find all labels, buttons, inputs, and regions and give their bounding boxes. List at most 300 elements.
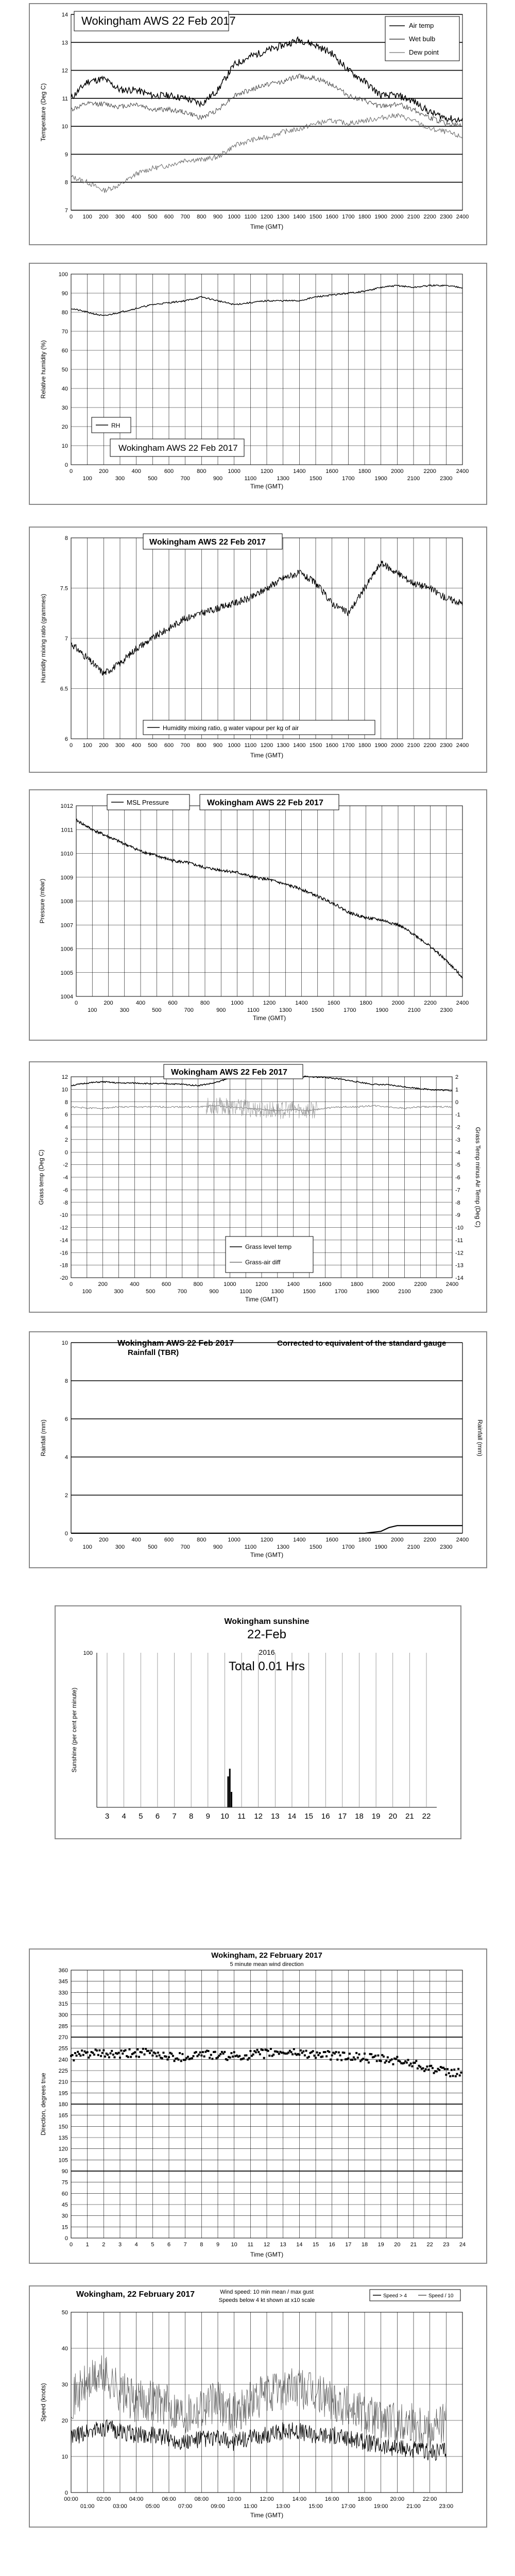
winddir-x-tick-label: 10 (231, 2242, 237, 2248)
winddir-point (252, 2054, 254, 2056)
windspeed-x-tick-label: 16:00 (324, 2496, 339, 2502)
sunshine-x-tick-label: 16 (321, 1812, 330, 1821)
winddir-x-tick-label: 24 (459, 2242, 466, 2248)
winddir-point (315, 2057, 317, 2059)
grass-y2-tick-label: -1 (455, 1112, 460, 1118)
grass-y2-axis-label: Grass Temp minus Air Temp (Deg C) (474, 1127, 482, 1228)
winddir-point (166, 2058, 168, 2060)
grass-x-tick-label: 1200 (255, 1281, 268, 1287)
windspeed-x-tick-label: 23:00 (439, 2503, 454, 2510)
humidity-y-axis-label: Relative humidity (%) (40, 340, 47, 399)
humidity-x-tick-label: 1400 (293, 468, 306, 474)
sunshine-x-tick-label: 14 (287, 1812, 297, 1821)
winddir-point (174, 2060, 176, 2062)
grass-y2-tick-label: -8 (455, 1199, 460, 1206)
pressure-x-tick-label: 200 (104, 1000, 113, 1006)
winddir-point (444, 2068, 446, 2070)
grass-x-tick-label: 1900 (366, 1289, 380, 1295)
winddir-point (438, 2069, 440, 2071)
grass-y2-tick-label: -12 (455, 1250, 464, 1257)
sunshine-x-tick-label: 22 (422, 1812, 431, 1821)
windspeed-x-tick-label: 15:00 (308, 2503, 323, 2510)
winddir-x-tick-label: 16 (329, 2242, 335, 2248)
windspeed-x-tick-label: 04:00 (129, 2496, 144, 2502)
sunshine-x-tick-label: 9 (205, 1812, 210, 1821)
windspeed-mean-line (71, 2420, 446, 2461)
windspeed-chart-panel (29, 2285, 487, 2528)
winddir-point (208, 2050, 210, 2052)
winddir-point (111, 2050, 113, 2052)
winddir-point (376, 2060, 378, 2062)
winddir-point (187, 2056, 189, 2058)
grass-y-tick-label: -16 (60, 1250, 68, 1257)
winddir-point (380, 2060, 382, 2062)
sunshine-x-tick-label: 3 (105, 1812, 110, 1821)
temperature-x-tick-label: 500 (148, 214, 158, 220)
winddir-point (432, 2067, 434, 2069)
winddir-point (159, 2055, 161, 2057)
windspeed-x-tick-label: 09:00 (211, 2503, 225, 2510)
pressure-x-tick-label: 1000 (231, 1000, 244, 1006)
humidity-x-tick-label: 400 (131, 468, 141, 474)
winddir-x-tick-label: 1 (85, 2242, 89, 2248)
winddir-y-tick-label: 345 (58, 1978, 68, 1985)
sunshine-total: Total 0.01 Hrs (228, 1659, 305, 1673)
mixing-y-tick-label: 7.5 (60, 585, 68, 592)
winddir-point (72, 2054, 74, 2056)
winddir-point (249, 2050, 251, 2052)
humidity-x-tick-label: 300 (115, 476, 125, 482)
winddir-point (117, 2052, 119, 2054)
winddir-point (358, 2053, 360, 2055)
pressure-y-tick-label: 1010 (60, 851, 73, 857)
sunshine-x-tick-label: 15 (304, 1812, 313, 1821)
grass-y2-tick-label: -3 (455, 1137, 460, 1143)
mixing-y-tick-label: 6 (64, 736, 68, 742)
sunshine-title: Wokingham sunshine (224, 1617, 310, 1626)
winddir-point (161, 2057, 163, 2059)
grass-y2-tick-label: -9 (455, 1212, 460, 1219)
grass-x-tick-label: 1300 (271, 1289, 284, 1295)
winddir-point (407, 2059, 409, 2061)
temperature-series-2-line (71, 113, 462, 193)
winddir-point (230, 2052, 232, 2054)
pressure-chart-panel (29, 789, 487, 1041)
winddir-x-tick-label: 15 (312, 2242, 319, 2248)
winddir-x-tick-label: 0 (69, 2242, 73, 2248)
windspeed-y-tick-label: 30 (61, 2382, 68, 2388)
windspeed-x-tick-label: 11:00 (243, 2503, 258, 2510)
sunshine-x-tick-label: 11 (237, 1812, 246, 1821)
pressure-x-tick-label: 900 (216, 1007, 226, 1013)
winddir-point (154, 2053, 157, 2055)
winddir-point (291, 2053, 294, 2055)
rainfall-y-tick-label: 8 (64, 1378, 68, 1384)
rainfall-y-axis-label: Rainfall (mm) (40, 1419, 47, 1456)
grass-y-tick-label: -18 (60, 1262, 68, 1269)
rainfall-x-tick-label: 1000 (228, 1537, 241, 1543)
winddir-point (336, 2059, 338, 2061)
windspeed-y-tick-label: 20 (61, 2418, 68, 2424)
temperature-y-tick-label: 12 (61, 67, 68, 74)
temperature-x-tick-label: 2200 (423, 214, 436, 220)
winddir-point (277, 2051, 279, 2053)
winddir-point (426, 2065, 428, 2067)
winddir-point (156, 2055, 158, 2057)
pressure-x-tick-label: 1500 (311, 1007, 324, 1013)
grass-y-tick-label: 12 (61, 1074, 68, 1080)
winddir-point (98, 2049, 100, 2052)
winddir-point (130, 2056, 132, 2058)
rainfall-x-tick-label: 1200 (260, 1537, 273, 1543)
winddir-point (168, 2056, 170, 2058)
winddir-point (396, 2056, 398, 2058)
winddir-x-tick-label: 14 (296, 2242, 303, 2248)
grass-x-tick-label: 1000 (224, 1281, 236, 1287)
mixing-x-tick-label: 100 (82, 742, 92, 749)
pressure-x-tick-label: 700 (184, 1007, 194, 1013)
winddir-point (453, 2069, 455, 2071)
winddir-point (219, 2053, 221, 2055)
temperature-x-tick-label: 1100 (244, 214, 257, 220)
sunshine-x-tick-label: 7 (172, 1812, 177, 1821)
winddir-point (209, 2057, 211, 2059)
winddir-point (198, 2054, 200, 2056)
winddir-point (278, 2053, 280, 2055)
winddir-point (150, 2049, 152, 2052)
windspeed-y-tick-label: 0 (64, 2490, 68, 2496)
mixing-x-tick-label: 2100 (407, 742, 420, 749)
winddir-point (211, 2058, 213, 2060)
temperature-x-tick-label: 800 (197, 214, 207, 220)
winddir-y-tick-label: 45 (61, 2202, 68, 2208)
winddir-point (226, 2059, 228, 2061)
sunshine-x-tick-label: 19 (371, 1812, 381, 1821)
sunshine-y-axis-label: Sunshine (per cent per minute) (71, 1687, 78, 1773)
winddir-point (138, 2056, 140, 2058)
humidity-x-tick-label: 1500 (309, 476, 322, 482)
pressure-y-tick-label: 1011 (61, 827, 73, 834)
winddir-point (256, 2049, 259, 2051)
grass-x-tick-label: 900 (209, 1289, 219, 1295)
mixing-x-tick-label: 1400 (293, 742, 306, 749)
winddir-subtitle: 5 minute mean wind direction (230, 1961, 304, 1968)
rainfall-series-line (71, 1526, 462, 1533)
rainfall-x-tick-label: 1700 (342, 1544, 355, 1550)
pressure-x-tick-label: 2400 (456, 1000, 469, 1006)
temperature-x-tick-label: 1500 (309, 214, 322, 220)
winddir-point (119, 2057, 121, 2059)
temperature-legend-label: Dew point (409, 48, 439, 56)
grass-y-tick-label: -14 (60, 1237, 68, 1244)
temperature-x-tick-label: 1900 (374, 214, 387, 220)
winddir-point (364, 2053, 366, 2055)
grass-legend-box (226, 1236, 313, 1273)
windspeed-x-tick-label: 12:00 (260, 2496, 274, 2502)
winddir-point (141, 2052, 143, 2054)
windspeed-x-tick-label: 05:00 (145, 2503, 160, 2510)
sunshine-bar (227, 1776, 229, 1807)
winddir-point (245, 2054, 247, 2056)
pressure-y-tick-label: 1007 (60, 922, 73, 929)
winddir-x-tick-label: 22 (426, 2242, 433, 2248)
grass-y-tick-label: -20 (60, 1275, 68, 1281)
grass-x-tick-label: 200 (98, 1281, 108, 1287)
sunshine-x-tick-label: 8 (188, 1812, 194, 1821)
winddir-point (125, 2049, 127, 2051)
mixing-x-tick-label: 2000 (391, 742, 404, 749)
humidity-chart (30, 264, 486, 504)
winddir-point (200, 2055, 202, 2057)
winddir-point (290, 2051, 293, 2053)
winddir-point (427, 2069, 430, 2071)
winddir-point (430, 2065, 432, 2067)
grass-x-tick-label: 2400 (445, 1281, 459, 1287)
grass-y-tick-label: 0 (64, 1149, 68, 1156)
windspeed-y-axis-label: Speed (knots) (40, 2383, 47, 2422)
winddir-point (419, 2066, 421, 2068)
pressure-y-axis-label: Pressure (mbar) (39, 878, 46, 924)
winddir-point (339, 2054, 341, 2056)
mixing-x-tick-label: 2200 (423, 742, 436, 749)
rainfall-y-tick-label: 0 (64, 1531, 68, 1537)
temperature-title: Wokingham AWS 22 Feb 2017 (81, 14, 236, 27)
winddir-point (415, 2060, 417, 2062)
winddir-y-tick-label: 15 (61, 2224, 68, 2231)
pressure-x-tick-label: 600 (168, 1000, 178, 1006)
mixing-x-tick-label: 1000 (228, 742, 241, 749)
grass-y2-tick-label: -10 (455, 1225, 464, 1231)
winddir-point (147, 2050, 149, 2052)
winddir-y-tick-label: 75 (61, 2179, 68, 2186)
humidity-y-tick-label: 10 (61, 443, 68, 449)
grass-x-tick-label: 400 (130, 1281, 140, 1287)
pressure-x-tick-label: 1600 (327, 1000, 340, 1006)
grass-legend-label: Grass level temp (245, 1243, 292, 1250)
sunshine-chart-panel (55, 1605, 461, 1839)
grass-y-tick-label: 2 (64, 1137, 68, 1143)
winddir-point (181, 2053, 183, 2055)
winddir-point (349, 2053, 351, 2055)
mixing-y-tick-label: 6.5 (60, 686, 68, 692)
rainfall-x-tick-label: 2000 (391, 1537, 404, 1543)
winddir-x-tick-label: 19 (377, 2242, 384, 2248)
winddir-point (459, 2074, 461, 2076)
grass-y2-tick-label: -11 (455, 1237, 464, 1244)
winddir-point (134, 2051, 136, 2053)
pressure-x-tick-label: 1400 (295, 1000, 308, 1006)
humidity-x-tick-label: 700 (180, 476, 190, 482)
temperature-y-tick-label: 9 (64, 151, 68, 158)
grass-x-tick-label: 1600 (319, 1281, 332, 1287)
grass-x-tick-label: 0 (69, 1281, 73, 1287)
winddir-x-tick-label: 11 (247, 2242, 254, 2248)
windspeed-x-axis-label: Time (GMT) (250, 2512, 284, 2519)
temperature-x-tick-label: 1700 (342, 214, 355, 220)
winddir-y-tick-label: 225 (58, 2068, 68, 2074)
winddir-chart (30, 1950, 486, 2263)
pressure-legend-label: MSL Pressure (127, 799, 169, 806)
temperature-x-tick-label: 1800 (358, 214, 371, 220)
rainfall-x-tick-label: 600 (164, 1537, 174, 1543)
pressure-x-tick-label: 1900 (375, 1007, 388, 1013)
sunshine-year: 2016 (259, 1648, 275, 1656)
rainfall-x-tick-label: 1400 (293, 1537, 306, 1543)
windspeed-x-tick-label: 14:00 (292, 2496, 307, 2502)
winddir-point (74, 2052, 76, 2054)
temperature-x-tick-label: 400 (131, 214, 141, 220)
temperature-legend-label: Air temp (409, 22, 434, 29)
winddir-point (321, 2056, 323, 2058)
rainfall-y-tick-label: 6 (64, 1416, 68, 1422)
winddir-point (157, 2052, 159, 2054)
winddir-point (410, 2062, 412, 2064)
winddir-point (107, 2054, 109, 2056)
pressure-title: Wokingham AWS 22 Feb 2017 (207, 799, 323, 807)
grass-x-tick-label: 1800 (350, 1281, 364, 1287)
winddir-point (170, 2053, 173, 2055)
rainfall-x-tick-label: 2400 (456, 1537, 469, 1543)
humidity-x-tick-label: 1300 (277, 476, 289, 482)
winddir-point (330, 2059, 332, 2061)
winddir-point (255, 2052, 257, 2054)
mixing-x-tick-label: 2300 (440, 742, 453, 749)
winddir-point (238, 2055, 241, 2057)
winddir-point (172, 2055, 174, 2057)
humidity-title: Wokingham AWS 22 Feb 2017 (118, 443, 238, 453)
winddir-x-tick-label: 18 (361, 2242, 368, 2248)
mixing-x-tick-label: 700 (180, 742, 190, 749)
mixing-x-tick-label: 500 (148, 742, 158, 749)
winddir-point (362, 2058, 364, 2060)
winddir-point (79, 2055, 81, 2057)
grass-x-tick-label: 2100 (398, 1289, 411, 1295)
winddir-point (76, 2055, 78, 2057)
sunshine-y-tick-label: 100 (83, 1650, 93, 1656)
temperature-x-tick-label: 2000 (391, 214, 404, 220)
grass-x-tick-label: 700 (177, 1289, 187, 1295)
humidity-x-tick-label: 0 (69, 468, 73, 474)
sunshine-x-tick-label: 20 (388, 1812, 398, 1821)
windspeed-x-tick-label: 22:00 (422, 2496, 437, 2502)
sunshine-date: 22-Feb (247, 1628, 287, 1641)
winddir-point (263, 2057, 265, 2059)
winddir-point (142, 2048, 144, 2050)
pressure-x-tick-label: 1200 (263, 1000, 276, 1006)
winddir-x-tick-label: 20 (394, 2242, 401, 2248)
pressure-x-tick-label: 400 (135, 1000, 146, 1006)
winddir-point (374, 2055, 376, 2057)
temperature-x-tick-label: 1400 (293, 214, 306, 220)
pressure-y-tick-label: 1005 (60, 970, 73, 976)
grass-y2-tick-label: 0 (455, 1099, 459, 1106)
winddir-point (347, 2057, 349, 2059)
winddir-point (302, 2050, 304, 2053)
sunshine-x-tick-label: 5 (139, 1812, 143, 1821)
winddir-point (370, 2053, 372, 2055)
windspeed-x-tick-label: 10:00 (227, 2496, 242, 2502)
winddir-point (324, 2051, 326, 2053)
windspeed-title: Wokingham, 22 February 2017 (76, 2290, 195, 2299)
grass-x-tick-label: 1100 (239, 1289, 252, 1295)
winddir-point (312, 2050, 314, 2052)
winddir-y-tick-label: 30 (61, 2213, 68, 2219)
winddir-point (81, 2049, 83, 2052)
winddir-point (145, 2048, 147, 2050)
winddir-point (73, 2059, 75, 2061)
humidity-y-tick-label: 90 (61, 291, 68, 297)
winddir-point (77, 2051, 79, 2053)
humidity-x-tick-label: 2300 (440, 476, 453, 482)
rainfall-x-tick-label: 400 (131, 1537, 141, 1543)
grass-y2-tick-label: -14 (455, 1275, 464, 1281)
winddir-point (406, 2062, 408, 2064)
winddir-point (343, 2052, 345, 2054)
winddir-point (357, 2057, 359, 2059)
grass-y-tick-label: -12 (60, 1225, 68, 1231)
grass-y-tick-label: 4 (64, 1124, 68, 1131)
rainfall-y-tick-label: 10 (61, 1340, 68, 1346)
temperature-x-axis-label: Time (GMT) (250, 223, 284, 230)
sunshine-chart (56, 1606, 460, 1838)
mixing-y-tick-label: 7 (64, 636, 68, 642)
windspeed-subtitle-2: Speeds below 4 kt shown at x10 scale (218, 2297, 315, 2303)
rainfall-x-tick-label: 1500 (309, 1544, 322, 1550)
pressure-x-tick-label: 300 (119, 1007, 129, 1013)
grass-x-tick-label: 600 (161, 1281, 171, 1287)
winddir-point (304, 2054, 306, 2056)
mixing-y-tick-label: 8 (64, 535, 68, 541)
grass-y2-tick-label: -4 (455, 1149, 460, 1156)
winddir-point (417, 2067, 419, 2070)
winddir-point (122, 2053, 124, 2055)
mixing-x-tick-label: 900 (213, 742, 223, 749)
winddir-point (102, 2049, 105, 2052)
grass-x-tick-label: 1700 (334, 1289, 348, 1295)
sunshine-x-tick-label: 13 (270, 1812, 280, 1821)
grass-x-tick-label: 2200 (414, 1281, 427, 1287)
winddir-point (366, 2059, 368, 2061)
sunshine-x-tick-label: 10 (220, 1812, 229, 1821)
grass-x-tick-label: 500 (145, 1289, 156, 1295)
grass-chart-panel (29, 1061, 487, 1313)
pressure-x-tick-label: 800 (200, 1000, 210, 1006)
rainfall-x-tick-label: 1100 (244, 1544, 257, 1550)
winddir-point (293, 2048, 295, 2050)
windspeed-x-tick-label: 00:00 (64, 2496, 78, 2502)
temperature-y-axis-label: Temperature (Deg C) (40, 83, 47, 142)
pressure-y-tick-label: 1009 (60, 874, 73, 881)
humidity-y-tick-label: 30 (61, 405, 68, 411)
winddir-y-tick-label: 120 (58, 2146, 68, 2153)
windspeed-x-tick-label: 01:00 (80, 2503, 95, 2510)
sunshine-bar (229, 1769, 231, 1807)
winddir-point (229, 2057, 231, 2059)
temperature-y-tick-label: 7 (64, 208, 68, 214)
grass-y2-tick-label: -6 (455, 1175, 460, 1181)
grass-y2-tick-label: -7 (455, 1187, 460, 1194)
mixing-chart (30, 528, 486, 772)
grass-y2-tick-label: -2 (455, 1124, 460, 1131)
pressure-x-tick-label: 1800 (359, 1000, 372, 1006)
winddir-point (319, 2052, 321, 2054)
humidity-x-tick-label: 600 (164, 468, 174, 474)
winddir-point (328, 2051, 330, 2053)
winddir-point (408, 2064, 410, 2066)
sunshine-x-tick-label: 6 (155, 1812, 160, 1821)
temperature-y-tick-label: 8 (64, 179, 68, 186)
winddir-y-tick-label: 270 (58, 2035, 68, 2041)
